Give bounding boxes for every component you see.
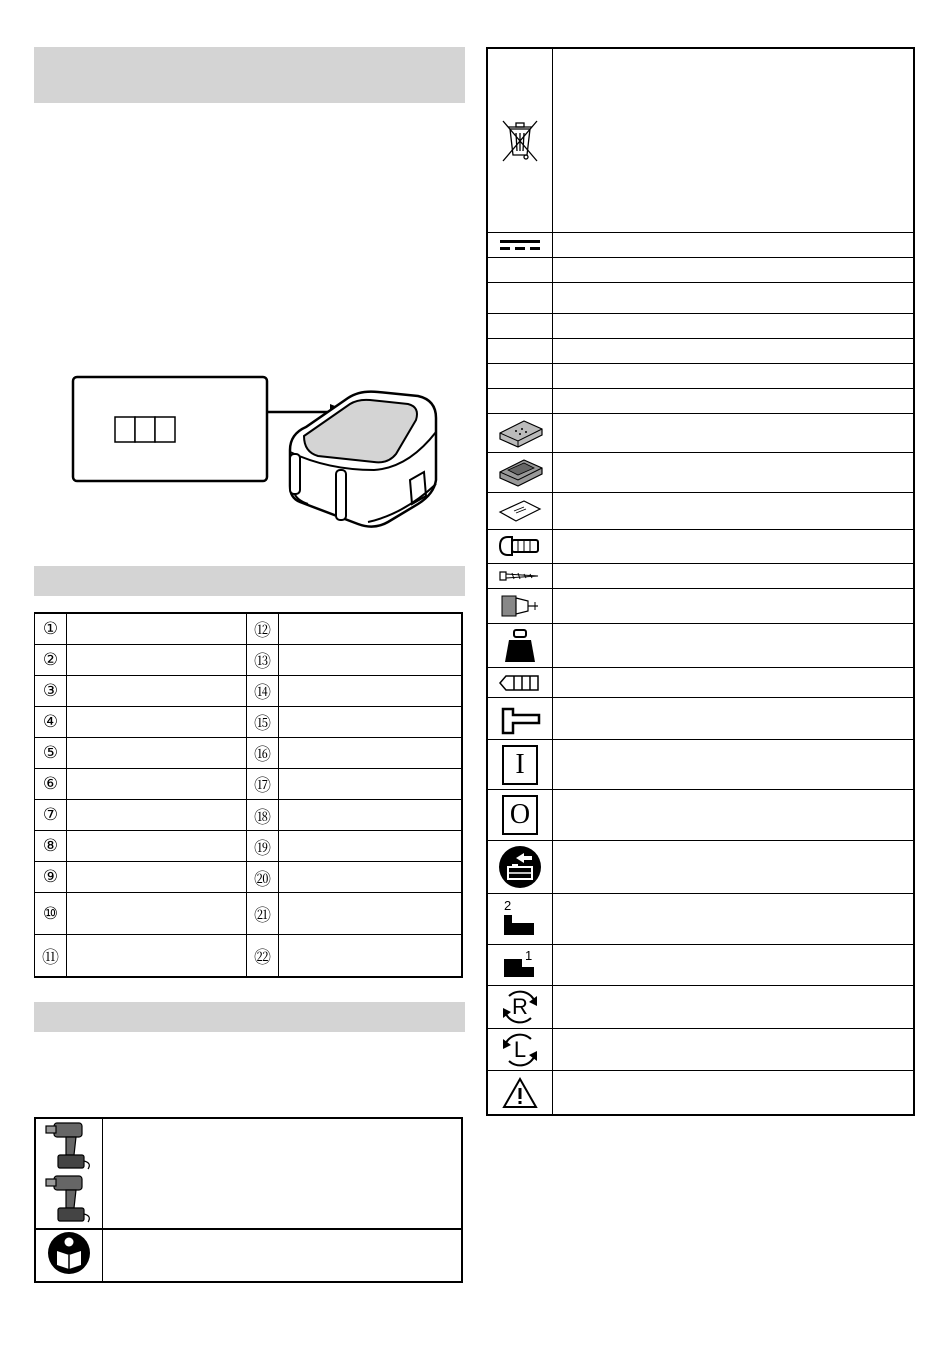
table-row xyxy=(487,893,914,944)
table-row xyxy=(35,1229,462,1282)
part-number: ⑤ xyxy=(35,737,67,768)
section-header-band-2 xyxy=(34,566,465,596)
table-row xyxy=(487,624,914,668)
table-row xyxy=(487,985,914,1028)
bit-holder-icon xyxy=(487,529,553,563)
table-row xyxy=(487,698,914,740)
table-row xyxy=(35,862,463,893)
label-box-3 xyxy=(155,417,175,442)
switch-off-label: O xyxy=(502,795,538,835)
switch-off-icon xyxy=(487,790,553,840)
part-number: ⑫ xyxy=(247,613,279,644)
table-row xyxy=(487,840,914,893)
part-number: ⑥ xyxy=(35,768,67,799)
part-number: ⑨ xyxy=(35,862,67,893)
part-number: ⑲ xyxy=(247,831,279,862)
clutch-setting-icon xyxy=(487,668,553,698)
table-row xyxy=(487,452,914,492)
table-row xyxy=(35,675,463,706)
table-row xyxy=(487,790,914,840)
switch-on-label: I xyxy=(502,745,538,785)
wood-screw-icon xyxy=(487,563,553,588)
table-row xyxy=(35,935,463,977)
table-row xyxy=(487,314,914,339)
part-number: ⑳ xyxy=(247,862,279,893)
part-number: ⑦ xyxy=(35,799,67,830)
table-row xyxy=(487,1029,914,1071)
part-number: ② xyxy=(35,644,67,675)
part-number: ㉑ xyxy=(247,893,279,935)
drill-chuck-icon xyxy=(487,588,553,623)
speed-number-2: 2 xyxy=(504,897,512,913)
battery-label-illustration xyxy=(68,372,448,542)
table-row xyxy=(35,706,463,737)
switch-on-icon xyxy=(487,740,553,790)
table-row xyxy=(487,944,914,985)
part-number: ⑰ xyxy=(247,768,279,799)
part-number: ⑱ xyxy=(247,799,279,830)
table-row xyxy=(487,233,914,258)
rotation-clockwise-icon xyxy=(487,985,553,1028)
table-row xyxy=(487,563,914,588)
table-row xyxy=(487,283,914,314)
table-row xyxy=(35,799,463,830)
part-number: ⑪ xyxy=(35,935,67,977)
part-number: ④ xyxy=(35,706,67,737)
charger-icon xyxy=(487,452,553,492)
table-row xyxy=(35,737,463,768)
part-number: ③ xyxy=(35,675,67,706)
table-row xyxy=(487,668,914,698)
table-row xyxy=(487,414,914,452)
rotation-counterclockwise-icon xyxy=(487,1029,553,1071)
part-number: ⑩ xyxy=(35,893,67,935)
table-row xyxy=(35,1118,462,1229)
table-row xyxy=(487,1071,914,1115)
speed-setting-high-icon xyxy=(487,893,553,944)
table-row xyxy=(487,339,914,364)
part-number: ⑮ xyxy=(247,706,279,737)
part-number: ⑭ xyxy=(247,675,279,706)
section-header-band-3 xyxy=(34,1002,465,1032)
part-number: ⑧ xyxy=(35,831,67,862)
part-number: ㉒ xyxy=(247,935,279,977)
part-number: ⑯ xyxy=(247,737,279,768)
section-header-band-1 xyxy=(34,47,465,103)
crossed-out-wheelie-bin-icon xyxy=(487,48,553,233)
part-number: ① xyxy=(35,613,67,644)
parts-table xyxy=(34,612,463,978)
instruction-sheet-icon xyxy=(487,492,553,529)
tool-symbols-table xyxy=(34,1117,463,1283)
table-row xyxy=(35,893,463,935)
table-row xyxy=(35,644,463,675)
symbols-table xyxy=(486,47,915,1116)
warning-triangle-icon xyxy=(487,1071,553,1115)
table-row xyxy=(35,613,463,644)
table-row xyxy=(35,768,463,799)
battery-removal-icon xyxy=(487,840,553,893)
table-row xyxy=(487,364,914,389)
hammer-mode-icon xyxy=(487,698,553,740)
speed-number-1: 1 xyxy=(525,947,533,963)
table-row xyxy=(35,831,463,862)
table-row xyxy=(487,588,914,623)
table-row xyxy=(487,529,914,563)
table-row xyxy=(487,492,914,529)
part-number: ⑬ xyxy=(247,644,279,675)
direct-current-icon xyxy=(487,233,553,258)
table-row xyxy=(487,48,914,233)
table-row xyxy=(487,258,914,283)
label-box-2 xyxy=(135,417,155,442)
table-row xyxy=(487,389,914,414)
rotation-right-letter: R xyxy=(512,994,528,1020)
speed-setting-low-icon xyxy=(487,944,553,985)
label-box-1 xyxy=(115,417,135,442)
weight-icon xyxy=(487,624,553,668)
drill-with-battery-icon xyxy=(35,1118,103,1229)
read-manual-icon xyxy=(35,1229,103,1282)
rotation-left-letter: L xyxy=(513,1036,527,1062)
battery-pack-icon xyxy=(487,414,553,452)
table-row xyxy=(487,740,914,790)
